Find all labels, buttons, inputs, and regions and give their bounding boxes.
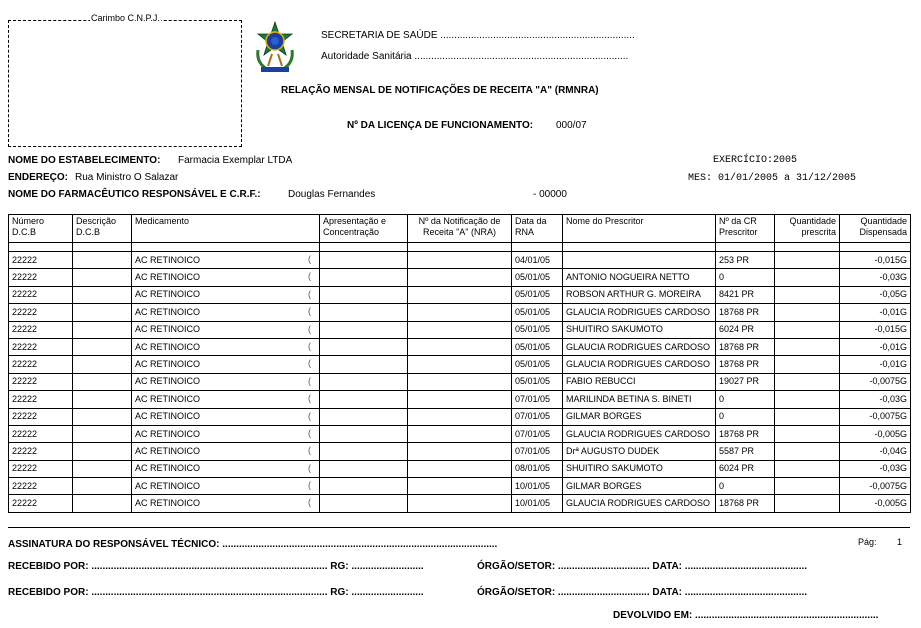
medicamento-paren: ( [308, 497, 311, 508]
cell-qtd-prescrita [775, 408, 840, 425]
cell-descricao [73, 373, 132, 390]
cell-data: 05/01/05 [512, 338, 563, 355]
cell-data: 10/01/05 [512, 478, 563, 495]
cell-apresentacao [320, 252, 408, 269]
cell-nra [408, 391, 512, 408]
table-row [9, 478, 911, 495]
medicamento-paren: ( [308, 410, 311, 421]
autoridade-line: Autoridade Sanitária ............................................................................. [321, 51, 629, 62]
cell-numero: 22222 [9, 425, 73, 442]
cell-medicamento [132, 373, 320, 390]
cell-qtd-prescrita [775, 356, 840, 373]
table-row [9, 252, 911, 269]
cell-numero: 22222 [9, 443, 73, 460]
cell-nra [408, 356, 512, 373]
cell-nra [408, 478, 512, 495]
col-prescritor: Nome do Prescritor [563, 215, 716, 243]
cell-numero: 22222 [9, 321, 73, 338]
cell-numero: 22222 [9, 373, 73, 390]
estabelecimento-value: Farmacia Exemplar LTDA [178, 155, 293, 166]
medicamento-text: AC RETINOICO [135, 463, 201, 474]
medicamento-text: AC RETINOICO [135, 480, 201, 491]
orgao-line-2: ÓRGÃO/SETOR: ................................. DATA: ............................................ [477, 587, 808, 598]
cell-numero: 22222 [9, 478, 73, 495]
cell-qtd-dispensada: -0,03G [840, 391, 911, 408]
cell-cr: 5587 PR [716, 443, 775, 460]
cell-medicamento [132, 495, 320, 512]
col-cr: Nº da CR Prescritor [716, 215, 775, 243]
cell-medicamento [132, 338, 320, 355]
cell-data: 05/01/05 [512, 304, 563, 321]
cell-cr: 0 [716, 408, 775, 425]
table-row [9, 356, 911, 373]
cell-data: 07/01/05 [512, 425, 563, 442]
cell-qtd-prescrita [775, 269, 840, 286]
cell-cr: 6024 PR [716, 321, 775, 338]
cell-apresentacao [320, 304, 408, 321]
cell-data: 05/01/05 [512, 321, 563, 338]
table-row [9, 338, 911, 355]
cell-cr: 6024 PR [716, 460, 775, 477]
cell-qtd-dispensada: -0,0075G [840, 478, 911, 495]
cell-qtd-prescrita [775, 321, 840, 338]
cell-numero: 22222 [9, 338, 73, 355]
cell-apresentacao [320, 391, 408, 408]
cell-data: 05/01/05 [512, 356, 563, 373]
cell-prescritor: SHUITIRO SAKUMOTO [563, 460, 716, 477]
cell-nra [408, 373, 512, 390]
table-row [9, 321, 911, 338]
cell-cr: 0 [716, 269, 775, 286]
medicamento-paren: ( [308, 393, 311, 404]
cell-apresentacao [320, 478, 408, 495]
table-row [9, 408, 911, 425]
medicamento-paren: ( [308, 340, 311, 351]
medicamento-text: AC RETINOICO [135, 272, 201, 283]
cell-prescritor: GLAUCIA RODRIGUES CARDOSO [563, 338, 716, 355]
cell-prescritor: GILMAR BORGES [563, 408, 716, 425]
endereco-label: ENDEREÇO: [8, 172, 69, 183]
cell-cr: 0 [716, 478, 775, 495]
cell-medicamento [132, 252, 320, 269]
col-numero: Número D.C.B [9, 215, 73, 243]
col-qtd-prescrita: Quantidade prescrita [775, 215, 840, 243]
cell-descricao [73, 269, 132, 286]
cell-cr: 253 PR [716, 252, 775, 269]
cell-descricao [73, 338, 132, 355]
endereco-value: Rua Ministro O Salazar [75, 172, 179, 183]
cell-nra [408, 408, 512, 425]
cell-medicamento [132, 321, 320, 338]
cell-qtd-dispensada: -0,01G [840, 356, 911, 373]
cell-qtd-dispensada: -0,015G [840, 321, 911, 338]
cell-medicamento [132, 443, 320, 460]
table-row [9, 304, 911, 321]
cell-numero: 22222 [9, 286, 73, 303]
col-apresentacao: Apresentação e Concentração [320, 215, 408, 243]
table-row [9, 460, 911, 477]
recebido-line-1: RECEBIDO POR: ..................................................................................... RG: .......................... [8, 561, 424, 572]
cell-data: 07/01/05 [512, 443, 563, 460]
cell-qtd-prescrita [775, 304, 840, 321]
pagina-value: 1 [897, 537, 903, 547]
cell-qtd-prescrita [775, 443, 840, 460]
cell-data: 07/01/05 [512, 408, 563, 425]
medicamento-text: AC RETINOICO [135, 341, 201, 352]
medicamento-paren: ( [308, 375, 311, 386]
cell-prescritor: FABIO REBUCCI [563, 373, 716, 390]
cell-apresentacao [320, 373, 408, 390]
cell-descricao [73, 321, 132, 338]
medicamento-paren: ( [308, 288, 311, 299]
cell-apresentacao [320, 460, 408, 477]
cell-nra [408, 460, 512, 477]
pagina-label: Pág: [858, 537, 877, 547]
medicamento-paren: ( [308, 323, 311, 334]
cell-cr: 18768 PR [716, 425, 775, 442]
cell-apresentacao [320, 321, 408, 338]
cell-qtd-dispensada: -0,01G [840, 304, 911, 321]
table-row [9, 425, 911, 442]
medicamento-text: AC RETINOICO [135, 306, 201, 317]
cell-medicamento [132, 356, 320, 373]
cell-qtd-prescrita [775, 252, 840, 269]
medicamento-paren: ( [308, 445, 311, 456]
cell-prescritor: GLAUCIA RODRIGUES CARDOSO [563, 356, 716, 373]
cell-cr: 0 [716, 391, 775, 408]
rmnra-table [8, 214, 911, 513]
cell-data: 08/01/05 [512, 460, 563, 477]
cell-descricao [73, 286, 132, 303]
cell-data: 05/01/05 [512, 286, 563, 303]
cell-descricao [73, 391, 132, 408]
exercicio: EXERCÍCIO:2005 [713, 155, 798, 166]
cell-prescritor: MARILINDA BETINA S. BINETI [563, 391, 716, 408]
col-data: Data da RNA [512, 215, 563, 243]
cell-nra [408, 286, 512, 303]
cell-apresentacao [320, 356, 408, 373]
cell-cr: 18768 PR [716, 356, 775, 373]
cell-descricao [73, 460, 132, 477]
cell-nra [408, 304, 512, 321]
secretaria-line: SECRETARIA DE SAÚDE ...................................................................... [321, 30, 635, 41]
cell-medicamento [132, 269, 320, 286]
cell-prescritor: GILMAR BORGES [563, 478, 716, 495]
medicamento-text: AC RETINOICO [135, 254, 201, 265]
cell-data: 05/01/05 [512, 269, 563, 286]
cell-cr: 18768 PR [716, 338, 775, 355]
footer-divider [8, 527, 910, 528]
cell-nra [408, 321, 512, 338]
medicamento-text: AC RETINOICO [135, 359, 201, 370]
cell-descricao [73, 356, 132, 373]
cell-apresentacao [320, 443, 408, 460]
table-header-row [9, 215, 911, 243]
cell-data: 04/01/05 [512, 252, 563, 269]
orgao-line-1: ÓRGÃO/SETOR: ................................. DATA: ............................................ [477, 561, 808, 572]
medicamento-text: AC RETINOICO [135, 498, 201, 509]
cell-cr: 18768 PR [716, 304, 775, 321]
cell-data: 05/01/05 [512, 373, 563, 390]
recebido-line-2: RECEBIDO POR: ..................................................................................... RG: .......................... [8, 587, 424, 598]
cell-cr: 19027 PR [716, 373, 775, 390]
cell-numero: 22222 [9, 252, 73, 269]
cell-descricao [73, 304, 132, 321]
cell-nra [408, 425, 512, 442]
cell-numero: 22222 [9, 356, 73, 373]
cell-qtd-dispensada: -0,04G [840, 443, 911, 460]
cell-qtd-prescrita [775, 425, 840, 442]
estabelecimento-label: NOME DO ESTABELECIMENTO: [8, 155, 161, 166]
medicamento-paren: ( [308, 462, 311, 473]
cell-qtd-prescrita [775, 373, 840, 390]
page-title: RELAÇÃO MENSAL DE NOTIFICAÇÕES DE RECEITA "A" (RMNRA) [281, 85, 599, 96]
col-qtd-dispensada: Quantidade Dispensada [840, 215, 911, 243]
cell-descricao [73, 495, 132, 512]
medicamento-paren: ( [308, 480, 311, 491]
cell-qtd-prescrita [775, 495, 840, 512]
cell-cr: 8421 PR [716, 286, 775, 303]
table-row [9, 269, 911, 286]
cell-qtd-dispensada: -0,0075G [840, 408, 911, 425]
medicamento-text: AC RETINOICO [135, 445, 201, 456]
cell-nra [408, 338, 512, 355]
licenca-value: 000/07 [556, 120, 587, 131]
cell-qtd-prescrita [775, 478, 840, 495]
medicamento-text: AC RETINOICO [135, 393, 201, 404]
cell-numero: 22222 [9, 304, 73, 321]
cell-numero: 22222 [9, 269, 73, 286]
cell-apresentacao [320, 338, 408, 355]
cell-medicamento [132, 478, 320, 495]
col-medicamento: Medicamento [132, 215, 320, 243]
medicamento-paren: ( [308, 306, 311, 317]
cell-descricao [73, 478, 132, 495]
devolvido-line: DEVOLVIDO EM: .................................................................. [613, 610, 879, 621]
cell-numero: 22222 [9, 408, 73, 425]
crf-value: - 00000 [533, 189, 567, 200]
medicamento-paren: ( [308, 358, 311, 369]
licenca-label: Nº DA LICENÇA DE FUNCIONAMENTO: [347, 120, 534, 131]
cell-prescritor: ANTONIO NOGUEIRA NETTO [563, 269, 716, 286]
table-row [9, 391, 911, 408]
cell-medicamento [132, 425, 320, 442]
cell-qtd-prescrita [775, 460, 840, 477]
cell-qtd-dispensada: -0,03G [840, 269, 911, 286]
cell-medicamento [132, 391, 320, 408]
table-row [9, 443, 911, 460]
cell-descricao [73, 252, 132, 269]
cell-descricao [73, 443, 132, 460]
medicamento-paren: ( [308, 427, 311, 438]
medicamento-text: AC RETINOICO [135, 376, 201, 387]
cell-prescritor: GLAUCIA RODRIGUES CARDOSO [563, 425, 716, 442]
cnpj-stamp-box [8, 20, 242, 147]
cell-numero: 22222 [9, 460, 73, 477]
brazil-coat-of-arms-icon [252, 20, 298, 76]
cell-qtd-dispensada: -0,05G [840, 286, 911, 303]
farmaceutico-label: NOME DO FARMACÊUTICO RESPONSÁVEL E C.R.F.: [8, 189, 261, 200]
cell-numero: 22222 [9, 391, 73, 408]
assinatura-line: ASSINATURA DO RESPONSÁVEL TÉCNICO: ................................................................................................... [8, 539, 498, 550]
cell-nra [408, 495, 512, 512]
cell-nra [408, 443, 512, 460]
cell-apresentacao [320, 425, 408, 442]
cell-qtd-dispensada: -0,005G [840, 425, 911, 442]
cell-apresentacao [320, 269, 408, 286]
col-nra: Nº da Notificação de Receita "A" (NRA) [408, 215, 512, 243]
cell-qtd-dispensada: -0,015G [840, 252, 911, 269]
medicamento-paren: ( [308, 254, 311, 264]
cell-qtd-dispensada: -0,005G [840, 495, 911, 512]
cell-prescritor [563, 252, 716, 269]
cell-prescritor: GLAUCIA RODRIGUES CARDOSO [563, 495, 716, 512]
cell-prescritor: SHUITIRO SAKUMOTO [563, 321, 716, 338]
medicamento-paren: ( [308, 271, 311, 282]
medicamento-text: AC RETINOICO [135, 411, 201, 422]
medicamento-text: AC RETINOICO [135, 324, 201, 335]
stamp-label: Carimbo C.N.P.J. [91, 13, 160, 23]
cell-medicamento [132, 286, 320, 303]
cell-data: 10/01/05 [512, 495, 563, 512]
table-row [9, 373, 911, 390]
cell-apresentacao [320, 408, 408, 425]
cell-nra [408, 269, 512, 286]
mes-periodo: MES: 01/01/2005 a 31/12/2005 [688, 173, 857, 184]
cell-medicamento [132, 304, 320, 321]
cell-descricao [73, 408, 132, 425]
cell-qtd-dispensada: -0,03G [840, 460, 911, 477]
cell-cr: 18768 PR [716, 495, 775, 512]
cell-prescritor: Drª AUGUSTO DUDEK [563, 443, 716, 460]
cell-prescritor: ROBSON ARTHUR G. MOREIRA [563, 286, 716, 303]
table-row [9, 286, 911, 303]
cell-qtd-dispensada: -0,01G [840, 338, 911, 355]
table-row [9, 495, 911, 512]
cell-numero: 22222 [9, 495, 73, 512]
cell-apresentacao [320, 495, 408, 512]
medicamento-text: AC RETINOICO [135, 289, 201, 300]
cell-data: 07/01/05 [512, 391, 563, 408]
cell-qtd-prescrita [775, 338, 840, 355]
cell-nra [408, 252, 512, 269]
cell-descricao [73, 425, 132, 442]
table-spacer [9, 243, 911, 252]
cell-qtd-dispensada: -0,0075G [840, 373, 911, 390]
cell-apresentacao [320, 286, 408, 303]
cell-qtd-prescrita [775, 391, 840, 408]
medicamento-text: AC RETINOICO [135, 428, 201, 439]
col-descricao: Descrição D.C.B [73, 215, 132, 243]
cell-qtd-prescrita [775, 286, 840, 303]
cell-prescritor: GLAUCIA RODRIGUES CARDOSO [563, 304, 716, 321]
farmaceutico-value: Douglas Fernandes [288, 189, 376, 200]
cell-medicamento [132, 460, 320, 477]
cell-medicamento [132, 408, 320, 425]
